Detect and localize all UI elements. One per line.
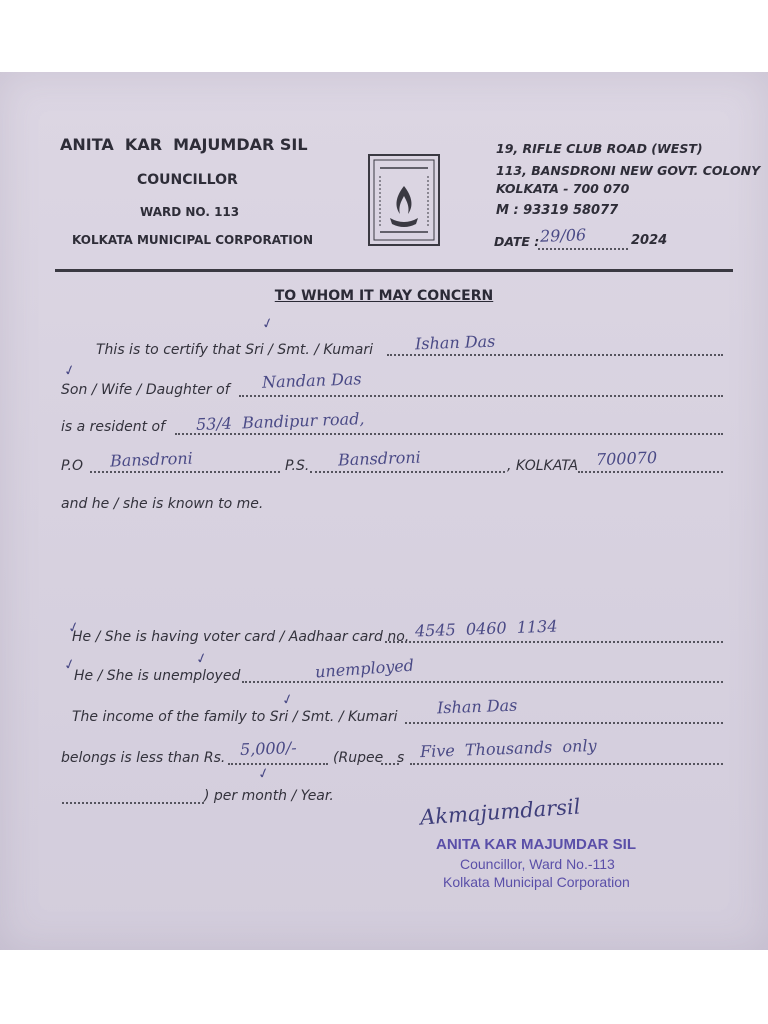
income-label: The income of the family to Sri / Smt. / Kumari <box>72 709 398 725</box>
corporation-name: KOLKATA MUNICIPAL CORPORATION <box>72 233 313 247</box>
amount-words-handwritten: Five Thousands only <box>419 735 597 762</box>
stamp-name: ANITA KAR MAJUMDAR SIL <box>436 836 636 853</box>
known-statement: and he / she is known to me. <box>61 496 264 512</box>
line-2-dots <box>239 395 723 397</box>
aadhaar-label: He / She is having voter card / Aadhaar card no. <box>72 629 410 645</box>
certify-label: This is to certify that Sri / Smt. / Kumari <box>96 342 373 358</box>
po-label: P.O <box>61 458 83 474</box>
rupee-label: (Rupee <box>333 750 384 766</box>
stamp-org: Kolkata Municipal Corporation <box>443 874 630 890</box>
address-line-2: 113, BANSDRONI NEW GOVT. COLONY <box>496 163 761 178</box>
relation-label: Son / Wife / Daughter of <box>61 382 230 398</box>
check-mark-icon: ✓ <box>260 314 276 334</box>
certify-name-handwritten: Ishan Das <box>414 331 496 354</box>
line-3-dots <box>175 433 723 435</box>
ward-number: WARD NO. 113 <box>140 205 240 219</box>
date-dots <box>538 248 628 250</box>
councillor-name: ANITA KAR MAJUMDAR SIL <box>60 135 308 154</box>
ps-handwritten: Bansdroni <box>337 447 422 470</box>
date-label: DATE : <box>494 234 540 249</box>
kolkata-label: , KOLKATA <box>507 458 579 474</box>
unemployed-dots <box>242 681 723 683</box>
period-dots <box>62 802 204 804</box>
ps-label: P.S. <box>285 458 310 474</box>
check-mark-icon: ✓ <box>66 618 82 638</box>
po-handwritten: Bansdroni <box>109 448 194 471</box>
check-mark-icon: ✓ <box>62 655 78 675</box>
resident-label: is a resident of <box>61 419 166 435</box>
certificate-title: TO WHOM IT MAY CONCERN <box>274 288 494 304</box>
signature-handwritten: Akmajumdarsil <box>419 794 582 830</box>
period-label: ) per month / Year. <box>204 788 334 804</box>
rupee-s-label: s <box>397 750 405 766</box>
line-1-dots <box>387 354 723 356</box>
pin-handwritten: 700070 <box>595 447 658 470</box>
pin-dots <box>578 471 723 473</box>
stamp-title: Councillor, Ward No.-113 <box>460 856 615 872</box>
date-handwritten: 29/06 <box>539 225 587 246</box>
address-handwritten: 53/4 Bandipur road, <box>195 409 365 434</box>
address-line-1: 19, RIFLE CLUB ROAD (WEST) <box>496 141 703 156</box>
councillor-designation: COUNCILLOR <box>137 172 238 188</box>
income-dots <box>405 722 723 724</box>
ps-dots <box>310 471 505 473</box>
kmc-emblem <box>368 154 440 246</box>
check-mark-icon: ✓ <box>256 764 272 784</box>
father-name-handwritten: Nandan Das <box>261 369 362 392</box>
unemployed-handwritten: unemployed <box>314 655 415 682</box>
po-dots <box>90 471 280 473</box>
aadhaar-dots <box>385 641 723 643</box>
aadhaar-handwritten: 4545 0460 1134 <box>414 616 558 641</box>
date-year: 2024 <box>631 233 668 248</box>
check-mark-icon: ✓ <box>62 361 78 381</box>
check-mark-icon: ✓ <box>280 690 296 710</box>
phone-number: M : 93319 58077 <box>496 203 619 218</box>
words-dots <box>410 763 723 765</box>
amount-label: belongs is less than Rs. <box>61 750 226 766</box>
check-mark-icon: ✓ <box>194 649 210 669</box>
emblem-icon <box>370 156 438 244</box>
amount-dots <box>228 763 328 765</box>
amount-handwritten: 5,000/- <box>239 738 297 759</box>
header-divider <box>55 269 733 272</box>
unemployed-label: He / She is unemployed <box>74 668 241 684</box>
address-line-3: KOLKATA - 700 070 <box>496 181 630 196</box>
income-name-handwritten: Ishan Das <box>436 695 518 718</box>
